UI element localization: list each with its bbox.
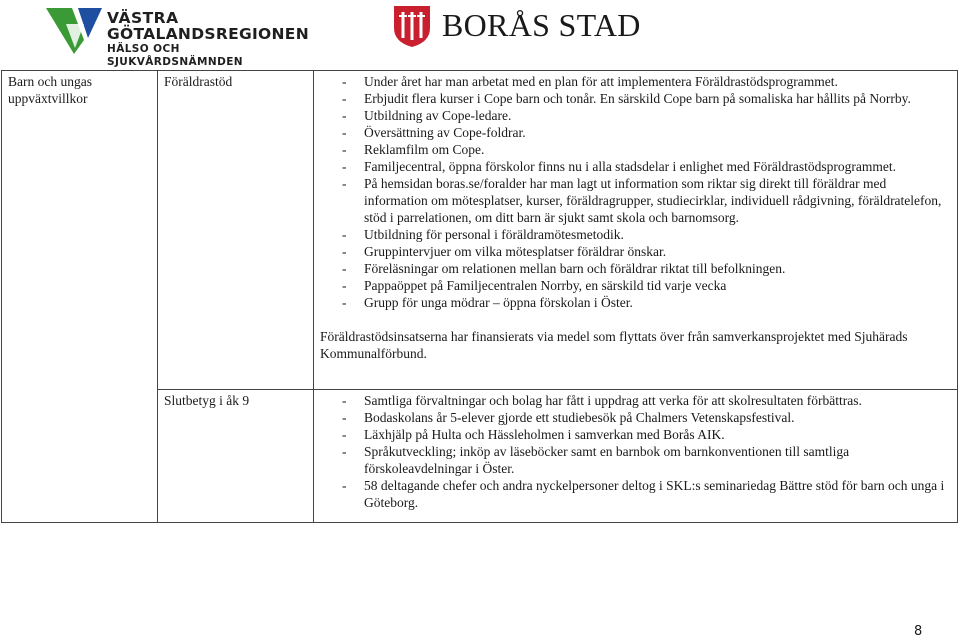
vgr-line-3: HÄLSO OCH SJUKVÅRDSNÄMNDEN — [107, 43, 243, 68]
boras-wordmark: BORÅS STAD — [442, 7, 641, 43]
topic-label: Föräldrastöd — [164, 74, 233, 89]
vgr-wordmark — [107, 10, 309, 69]
list-item: - På hemsidan boras.se/foralder har man lagt ut information som riktar sig direkt till föräldrar med information om mötesplatser, kurser, föräldragrupper, studiecirklar, individuell rådgivning, föräldratelefon, stöd i parrelationen, om ditt barn är sjukt samt skola och barnomsorg. — [342, 175, 953, 226]
topic-label: Slutbetyg i åk 9 — [164, 393, 250, 408]
category-cell — [2, 71, 158, 523]
details-cell — [314, 71, 958, 390]
list-item: - Bodaskolans år 5-elever gjorde ett studiebesök på Chalmers Vetenskapsfestival. — [342, 409, 953, 426]
boras-logo — [392, 4, 652, 48]
table-row — [2, 71, 958, 390]
list-item: - Utbildning av Cope-ledare. — [342, 107, 953, 124]
page-number: 8 — [914, 624, 923, 639]
list-item: - Språkutveckling; inköp av läseböcker samt en barnbok om barnkonventionen till samtliga förskoleavdelningar i Öster. — [342, 443, 953, 477]
vgr-line-2: GÖTALANDSREGIONEN — [107, 25, 309, 43]
list-item: - 58 deltagande chefer och andra nyckelpersoner deltog i SKL:s seminariedag Bättre stöd för barn och unga i Göteborg. — [342, 477, 953, 511]
list-item: - Pappaöppet på Familjecentralen Norrby, en särskild tid varje vecka — [342, 277, 953, 294]
list-item: - Grupp för unga mödrar – öppna förskolan i Öster. — [342, 294, 953, 311]
list-item: - Utbildning för personal i föräldramötesmetodik. — [342, 226, 953, 243]
report-table — [1, 70, 958, 523]
list-item: - Översättning av Cope-foldrar. — [342, 124, 953, 141]
category-label: Barn och ungas uppväxtvillkor — [8, 74, 92, 106]
bullet-list — [342, 392, 953, 511]
list-item: - Reklamfilm om Cope. — [342, 141, 953, 158]
vgr-emblem-icon — [44, 4, 104, 56]
boras-shield-icon — [392, 4, 432, 48]
list-item: - Familjecentral, öppna förskolor finns nu i alla stadsdelar i enlighet med Föräldrastödsprogrammet. — [342, 158, 953, 175]
details-cell — [314, 390, 958, 523]
vgr-logo — [44, 4, 309, 68]
list-item: - Läxhjälp på Hulta och Hässleholmen i samverkan med Borås AIK. — [342, 426, 953, 443]
list-item: - Samtliga förvaltningar och bolag har fått i uppdrag att verka för att skolresultaten förbättras. — [342, 392, 953, 409]
funding-note: Föräldrastödsinsatserna har finansierats via medel som flyttats över från samverkansprojektet med Sjuhärads Kommunalförbund. — [320, 329, 908, 361]
list-item: - Gruppintervjuer om vilka mötesplatser föräldrar önskar. — [342, 243, 953, 260]
topic-cell — [158, 390, 314, 523]
bullet-list — [342, 73, 953, 311]
list-item: - Föreläsningar om relationen mellan barn och föräldrar riktat till befolkningen. — [342, 260, 953, 277]
list-item: - Erbjudit flera kurser i Cope barn och tonår. En särskild Cope barn på somaliska har hållits på Norrby. — [342, 90, 953, 107]
topic-cell — [158, 71, 314, 390]
list-item: - Under året har man arbetat med en plan för att implementera Föräldrastödsprogrammet. — [342, 73, 953, 90]
vgr-line-1: VÄSTRA — [107, 9, 179, 27]
